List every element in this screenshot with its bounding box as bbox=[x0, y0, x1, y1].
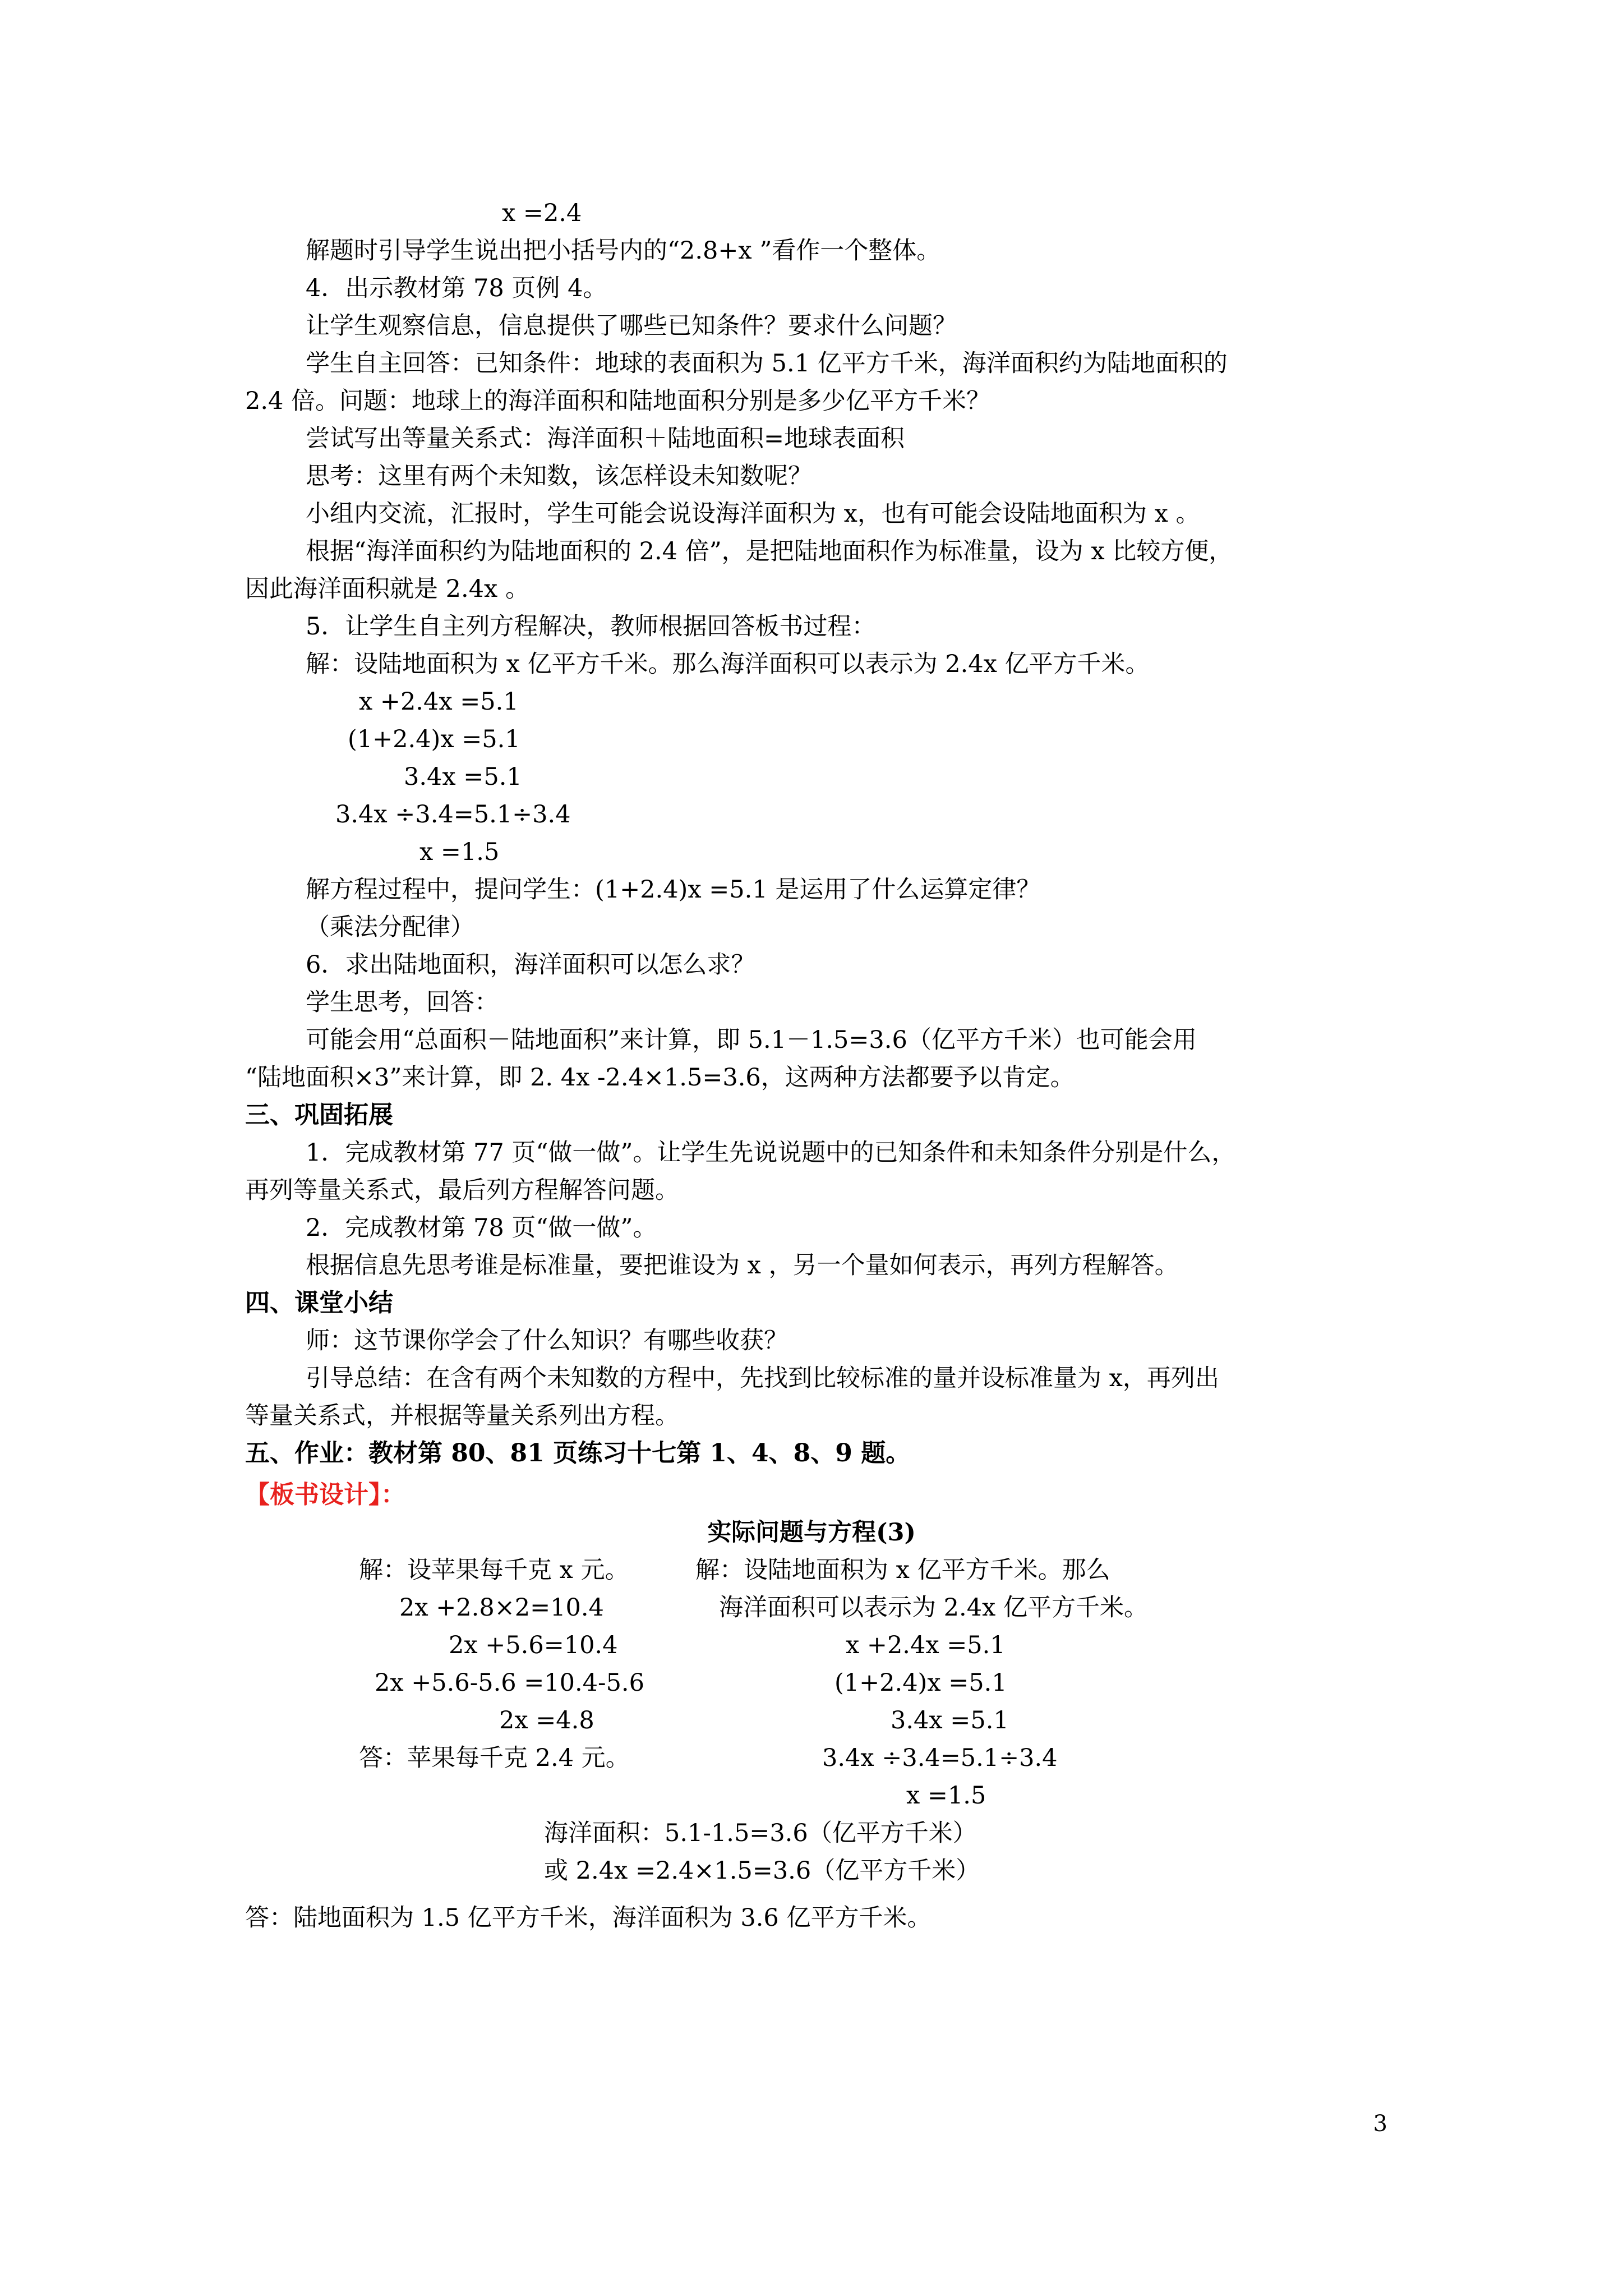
paragraph-line: 可能会用“总面积－陆地面积”来计算，即 5.1－1.5=3.6（亿平方千米）也可能会用 bbox=[306, 1026, 1197, 1054]
paragraph-line: 解题时引导学生说出把小括号内的“2.8+x ”看作一个整体。 bbox=[306, 237, 941, 265]
paragraph-line: 再列等量关系式，最后列方程解答问题。 bbox=[245, 1176, 679, 1204]
paragraph-line: 根据“海洋面积约为陆地面积的 2.4 倍”，是把陆地面积作为标准量，设为 x 比较方便， bbox=[306, 537, 1233, 565]
section-heading: 四、课堂小结 bbox=[245, 1289, 393, 1317]
board-left-line: 2x +2.8×2=10.4 bbox=[399, 1594, 604, 1622]
page-number: 3 bbox=[1373, 2111, 1387, 2137]
section-heading: 三、巩固拓展 bbox=[245, 1101, 393, 1129]
paragraph-line: 解：设陆地面积为 x 亿平方千米。那么海洋面积可以表示为 2.4x 亿平方千米。 bbox=[306, 650, 1150, 678]
paragraph-line: 1．完成教材第 77 页“做一做”。让学生先说说题中的已知条件和未知条件分别是什么， bbox=[306, 1139, 1236, 1167]
board-left-line: 2x =4.8 bbox=[499, 1706, 594, 1734]
paragraph-line: 2.4 倍。问题：地球上的海洋面积和陆地面积分别是多少亿平方千米？ bbox=[245, 387, 991, 415]
board-design-heading: 【板书设计】： bbox=[245, 1480, 405, 1509]
section-heading: 五、作业：教材第 80、81 页练习十七第 1、4、8、9 题。 bbox=[245, 1439, 911, 1467]
board-left-line: 解：设苹果每千克 x 元。 bbox=[359, 1556, 629, 1584]
board-answer: 答：陆地面积为 1.5 亿平方千米，海洋面积为 3.6 亿平方千米。 bbox=[245, 1904, 932, 1932]
paragraph-line: 根据信息先思考谁是标准量，要把谁设为 x ，另一个量如何表示，再列方程解答。 bbox=[306, 1251, 1179, 1280]
paragraph-line: 等量关系式，并根据等量关系列出方程。 bbox=[245, 1402, 679, 1430]
equation-line: 3.4x ÷3.4=5.1÷3.4 bbox=[335, 800, 571, 829]
step-heading: 5．让学生自主列方程解决，教师根据回答板书过程： bbox=[306, 613, 876, 641]
paragraph-line: 师：这节课你学会了什么知识？有哪些收获？ bbox=[306, 1327, 788, 1355]
equation-line: x =1.5 bbox=[419, 838, 500, 866]
paragraph-line: 学生自主回答：已知条件：地球的表面积为 5.1 亿平方千米，海洋面积约为陆地面积的 bbox=[306, 349, 1228, 378]
paragraph-line: （乘法分配律） bbox=[306, 913, 474, 941]
paragraph-line: 因此海洋面积就是 2.4x 。 bbox=[245, 575, 529, 603]
paragraph-line: 2．完成教材第 78 页“做一做”。 bbox=[306, 1214, 657, 1242]
board-right-line: 3.4x ÷3.4=5.1÷3.4 bbox=[822, 1744, 1058, 1772]
step-heading: 6．求出陆地面积，海洋面积可以怎么求？ bbox=[306, 951, 755, 979]
paragraph-line: 让学生观察信息，信息提供了哪些已知条件？要求什么问题？ bbox=[306, 312, 957, 340]
board-title: 实际问题与方程(3) bbox=[707, 1519, 916, 1547]
paragraph-line: 尝试写出等量关系式：海洋面积＋陆地面积=地球表面积 bbox=[306, 425, 905, 453]
paragraph-line: “陆地面积×3”来计算，即 2. 4x -2.4×1.5=3.6，这两种方法都要予以肯定。 bbox=[245, 1064, 1075, 1092]
paragraph-line: 引导总结：在含有两个未知数的方程中，先找到比较标准的量并设标准量为 x，再列出 bbox=[306, 1364, 1219, 1392]
board-left-line: 2x +5.6=10.4 bbox=[449, 1631, 618, 1659]
board-right-line: 海洋面积可以表示为 2.4x 亿平方千米。 bbox=[719, 1594, 1148, 1622]
board-right-line: 3.4x =5.1 bbox=[891, 1706, 1009, 1734]
board-left-line: 答：苹果每千克 2.4 元。 bbox=[359, 1744, 630, 1772]
paragraph-line: 思考：这里有两个未知数，该怎样设未知数呢？ bbox=[306, 462, 812, 490]
board-right-line: x +2.4x =5.1 bbox=[846, 1631, 1006, 1659]
step-heading: 4．出示教材第 78 页例 4。 bbox=[306, 274, 607, 302]
board-right-line: (1+2.4)x =5.1 bbox=[834, 1669, 1007, 1697]
board-right-line: x =1.5 bbox=[906, 1782, 986, 1810]
board-left-line: 2x +5.6-5.6 =10.4-5.6 bbox=[375, 1669, 644, 1697]
board-right-line: 解：设陆地面积为 x 亿平方千米。那么 bbox=[695, 1556, 1110, 1584]
board-center-line: 海洋面积：5.1-1.5=3.6（亿平方千米） bbox=[544, 1819, 977, 1847]
board-center-line: 或 2.4x =2.4×1.5=3.6（亿平方千米） bbox=[544, 1857, 980, 1885]
equation-line: x =2.4 bbox=[502, 199, 582, 227]
equation-line: x +2.4x =5.1 bbox=[359, 688, 519, 716]
paragraph-line: 解方程过程中，提问学生：(1+2.4)x =5.1 是运用了什么运算定律？ bbox=[306, 876, 1041, 904]
equation-line: 3.4x =5.1 bbox=[404, 763, 522, 791]
paragraph-line: 学生思考，回答： bbox=[306, 988, 499, 1016]
equation-line: (1+2.4)x =5.1 bbox=[348, 725, 520, 753]
paragraph-line: 小组内交流，汇报时，学生可能会说设海洋面积为 x，也有可能会设陆地面积为 x 。 bbox=[306, 500, 1200, 528]
